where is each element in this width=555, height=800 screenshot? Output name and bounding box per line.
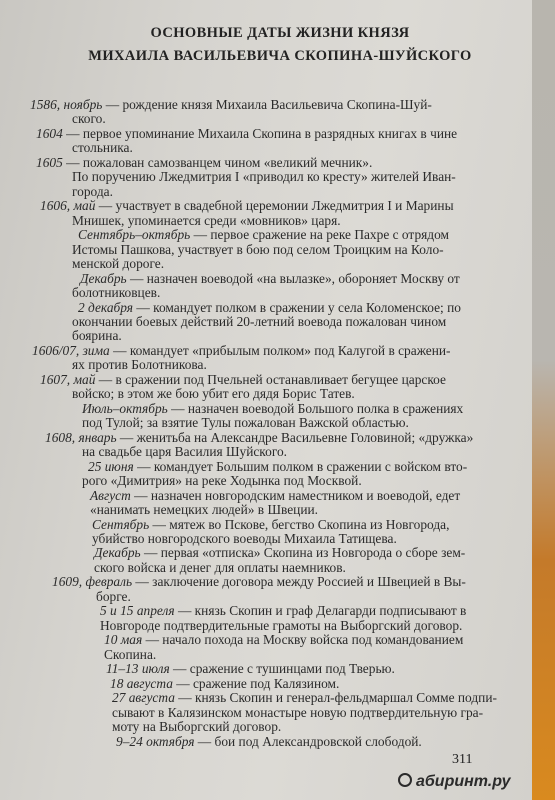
entry-date: Июль–октябрь [82, 401, 168, 416]
entry-text: стольника. [72, 140, 133, 155]
page-edge [532, 0, 555, 800]
entry-text: Новгороде подтвердительные грамоты на Выборгский договор. [100, 618, 463, 633]
entry-date: 1604 [36, 126, 63, 141]
chronology-line [72, 386, 355, 402]
entry-text: Мнишек, упоминается среди «мовников» царя. [72, 213, 341, 228]
entry-text: — участвует в свадебной церемонии Лжедмитрия I и Марины [95, 198, 454, 213]
watermark-text: абиринт.ру [416, 773, 511, 790]
entry-text: под Тулой; за взятие Тулы пожалован Важской областью. [82, 415, 409, 430]
entry-text: — командует полком в сражении у села Коломенское; по [133, 300, 461, 315]
entry-text: — первое упоминание Михаила Скопина в разрядных книгах в чине [62, 126, 458, 141]
entry-date: 1606, май [40, 198, 96, 213]
entry-text: — сражение под Калязином. [172, 676, 340, 691]
entry-text: борге. [96, 589, 131, 604]
entry-text: — начало похода на Москву войска под командованием [142, 632, 464, 647]
entry-text: окончании боевых действий 20-летний воевода пожалован чином [72, 314, 447, 329]
chronology-line [82, 444, 287, 460]
entry-text: сывают в Калязинском монастыре новую подтвердительную гра- [112, 705, 484, 720]
chronology-line [72, 285, 160, 301]
entry-date: 18 августа [110, 676, 173, 691]
entry-text: менской дороге. [72, 256, 165, 271]
entry-date: 5 и 15 апреля [100, 603, 175, 618]
chronology-line [72, 169, 456, 185]
entry-text: Истомы Пашкова, участвует в бою под селом Троицким на Коло- [72, 242, 444, 257]
entry-text: ского войска и денег для оплаты наемников. [94, 560, 346, 575]
entry-text: По поручению Лжедмитрия I «приводил ко кресту» жителей Иван- [72, 169, 456, 184]
entry-text: ях против Болотникова. [72, 357, 207, 372]
entry-text: — первая «отписка» Скопина из Новгорода о сборе зем- [140, 545, 466, 560]
entry-text: — назначен воеводой «на вылазке», обороняет Москву от [126, 271, 460, 286]
entry-date: 9–24 октября [116, 734, 195, 749]
entry-text: ского. [72, 111, 106, 126]
entry-date: 27 августа [112, 690, 175, 705]
entry-text: — командует Большим полком в сражении с войском вто- [133, 459, 468, 474]
watermark-icon [398, 773, 412, 787]
chronology-line [72, 357, 207, 373]
entry-date: 2 декабря [78, 300, 134, 315]
entry-date: Декабрь [94, 545, 141, 560]
chronology-line [72, 328, 122, 344]
entry-date: 1607, май [40, 372, 96, 387]
entry-text: — в сражении под Пчельней останавливает бегущее царское [95, 372, 446, 387]
chronology-line [100, 603, 466, 619]
entry-date: Сентябрь [92, 517, 150, 532]
chronology-line [72, 140, 133, 156]
entry-text: — пожалован самозванцем чином «великий мечник». [62, 155, 373, 170]
entry-text: — первое сражение на реке Пахре с отрядом [190, 227, 450, 242]
entry-text: моту на Выборгский договор. [112, 719, 282, 734]
entry-text: боярина. [72, 328, 122, 343]
entry-text: — рождение князя Михаила Васильевича Скопина-Шуй- [102, 97, 432, 112]
page-title-line-2: МИХАИЛА ВАСИЛЬЕВИЧА СКОПИНА-ШУЙСКОГО [88, 48, 472, 64]
entry-text: — командует «прибылым полком» под Калугой в сражени- [109, 343, 451, 358]
entry-text: убийство новгородского воеводы Михаила Татищева. [92, 531, 397, 546]
entry-text: болотниковцев. [72, 285, 161, 300]
entry-date: 25 июня [88, 459, 134, 474]
entry-date: 1586, ноябрь [30, 97, 103, 112]
watermark [398, 773, 511, 791]
entry-date: Декабрь [80, 271, 127, 286]
entry-date: 11–13 июля [106, 661, 170, 676]
entry-text: — назначен новгородским наместником и воеводой, едет [130, 488, 461, 503]
chronology-line [40, 198, 454, 214]
entry-text: города. [72, 184, 113, 199]
chronology-line [116, 734, 422, 750]
entry-text: — князь Скопин и генерал-фельдмаршал Сомме подпи- [174, 690, 497, 705]
entry-text: — заключение договора между Россией и Швецией в Вы- [132, 574, 466, 589]
chronology-line [104, 632, 463, 648]
chronology-line [82, 415, 409, 431]
page-number: 311 [452, 752, 473, 767]
page-title-line-1: ОСНОВНЫЕ ДАТЫ ЖИЗНИ КНЯЗЯ [150, 25, 410, 41]
entry-text: — назначен воеводой Большого полка в сражениях [167, 401, 464, 416]
entry-date: 1608, январь [45, 430, 117, 445]
entry-text: войско; в этом же бою убит его дядя Борис Татев. [72, 386, 355, 401]
chronology-line [72, 314, 446, 330]
chronology-line [94, 545, 465, 561]
chronology-line [82, 473, 362, 489]
entry-date: 1609, февраль [52, 574, 133, 589]
chronology-line [78, 227, 449, 243]
entry-text: — женитьба на Александре Васильевне Головиной; «дружка» [116, 430, 474, 445]
chronology-line [52, 574, 466, 590]
entry-text: — князь Скопин и граф Делагарди подписывают в [174, 603, 467, 618]
chronology-line [72, 256, 164, 272]
entry-date: 1606/07, зима [32, 343, 110, 358]
chronology-line [112, 719, 281, 735]
entry-text: «нанимать немецких людей» в Швеции. [90, 502, 319, 517]
chronology-line [90, 502, 318, 518]
entry-text: — сражение с тушинцами под Тверью. [169, 661, 395, 676]
entry-date: 10 мая [104, 632, 143, 647]
entry-date: 1605 [36, 155, 63, 170]
entry-text: рого «Димитрия» на реке Ходынка под Москвой. [82, 473, 362, 488]
entry-date: Август [90, 488, 131, 503]
entry-text: Скопина. [104, 647, 157, 662]
chronology-line [72, 111, 106, 127]
chronology-line [112, 690, 497, 706]
entry-date: Сентябрь–октябрь [78, 227, 191, 242]
entry-text: — бои под Александровской слободой. [194, 734, 422, 749]
entry-text: — мятеж во Пскове, бегство Скопина из Новгорода, [149, 517, 450, 532]
entry-text: на свадьбе царя Василия Шуйского. [82, 444, 288, 459]
chronology-line [106, 661, 395, 677]
